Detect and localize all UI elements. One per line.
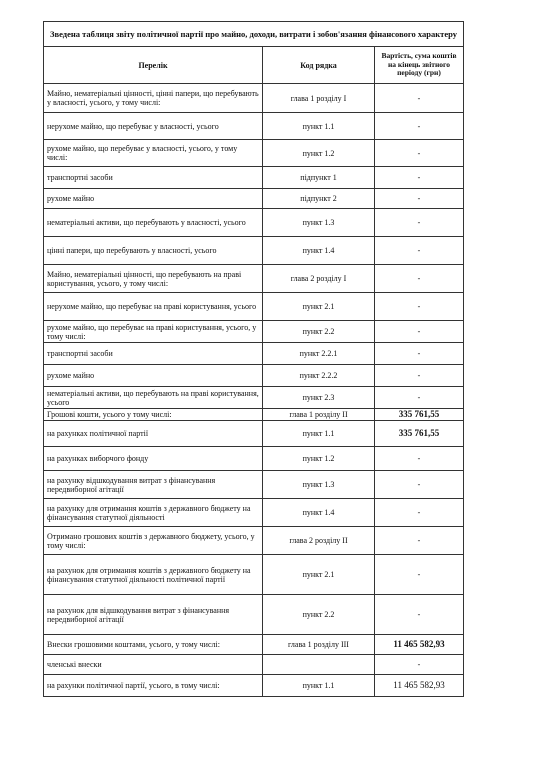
row-code: пункт 1.4 xyxy=(263,499,375,527)
table-row xyxy=(44,189,464,209)
row-code: пункт 2.2 xyxy=(263,595,375,635)
row-value: - xyxy=(375,365,464,387)
table-row xyxy=(44,635,464,655)
row-value: - xyxy=(375,265,464,293)
row-label: Грошові кошти, усього у тому числі: xyxy=(44,409,263,421)
row-code: пункт 2.3 xyxy=(263,387,375,409)
table-row xyxy=(44,409,464,421)
row-value: - xyxy=(375,471,464,499)
table-row xyxy=(44,167,464,189)
table-row xyxy=(44,343,464,365)
header-row xyxy=(44,47,464,84)
row-value: - xyxy=(375,189,464,209)
row-value: - xyxy=(375,555,464,595)
row-code: глава 1 розділу II xyxy=(263,409,375,421)
table-row xyxy=(44,293,464,321)
row-label: транспортні засоби xyxy=(44,167,263,189)
table-row xyxy=(44,84,464,113)
row-code: підпункт 1 xyxy=(263,167,375,189)
table-row xyxy=(44,365,464,387)
row-code: пункт 2.2.2 xyxy=(263,365,375,387)
row-label: на рахунках політичної партії xyxy=(44,421,263,447)
row-label: рухоме майно xyxy=(44,365,263,387)
row-value: 335 761,55 xyxy=(375,421,464,447)
row-value: 335 761,55 xyxy=(375,409,464,421)
row-label: на рахунки політичної партії, усього, в тому числі: xyxy=(44,675,263,697)
table-row xyxy=(44,237,464,265)
table-row xyxy=(44,113,464,140)
row-value: - xyxy=(375,209,464,237)
row-value: - xyxy=(375,499,464,527)
table-row xyxy=(44,140,464,167)
row-code: пункт 1.1 xyxy=(263,675,375,697)
table-row xyxy=(44,321,464,343)
table-row xyxy=(44,555,464,595)
table-row xyxy=(44,447,464,471)
row-value: - xyxy=(375,113,464,140)
row-code: пункт 1.3 xyxy=(263,209,375,237)
row-code: пункт 1.4 xyxy=(263,237,375,265)
row-code: пункт 2.2 xyxy=(263,321,375,343)
row-code: пункт 1.3 xyxy=(263,471,375,499)
row-code: глава 2 розділу II xyxy=(263,527,375,555)
title-row xyxy=(44,22,464,47)
row-value: - xyxy=(375,595,464,635)
row-value: - xyxy=(375,237,464,265)
row-label: Майно, нематеріальні цінності, що перебувають на праві користування, усього, у тому числі: xyxy=(44,265,263,293)
row-value: - xyxy=(375,321,464,343)
row-code: пункт 1.1 xyxy=(263,113,375,140)
row-label: рухоме майно, що перебуває у власності, усього, у тому числі: xyxy=(44,140,263,167)
table-row xyxy=(44,499,464,527)
row-label: нематеріальні активи, що перебувають на праві користування, усього xyxy=(44,387,263,409)
row-code: пункт 2.1 xyxy=(263,555,375,595)
row-label: рухоме майно, що перебуває на праві користування, усього, у тому числі: xyxy=(44,321,263,343)
row-value: 11 465 582,93 xyxy=(375,635,464,655)
row-label: на рахунок для відшкодування витрат з фінансування передвиборної агітації xyxy=(44,595,263,635)
row-code xyxy=(263,655,375,675)
row-code: пункт 1.1 xyxy=(263,421,375,447)
row-code: пункт 1.2 xyxy=(263,140,375,167)
row-label: членські внески xyxy=(44,655,263,675)
row-label: Отримано грошових коштів з державного бюджету, усього, у тому числі: xyxy=(44,527,263,555)
row-code: пункт 2.2.1 xyxy=(263,343,375,365)
row-label: нерухоме майно, що перебуває на праві користування, усього xyxy=(44,293,263,321)
row-label: Внески грошовими коштами, усього, у тому числі: xyxy=(44,635,263,655)
row-value: - xyxy=(375,655,464,675)
table-row xyxy=(44,209,464,237)
table-row xyxy=(44,655,464,675)
row-value: - xyxy=(375,167,464,189)
row-label: рухоме майно xyxy=(44,189,263,209)
table-row xyxy=(44,471,464,499)
row-label: цінні папери, що перебувають у власності, усього xyxy=(44,237,263,265)
row-value: - xyxy=(375,447,464,471)
row-value: - xyxy=(375,140,464,167)
row-label: Майно, нематеріальні цінності, цінні папери, що перебувають у власності, усього, у тому числі: xyxy=(44,84,263,113)
row-value: - xyxy=(375,527,464,555)
row-code: глава 1 розділу I xyxy=(263,84,375,113)
column-header-value: Вартість, сума коштів на кінець звітного періоду (грн) xyxy=(375,47,464,84)
row-code: глава 2 розділу I xyxy=(263,265,375,293)
row-value: - xyxy=(375,343,464,365)
row-code: пункт 1.2 xyxy=(263,447,375,471)
table-row xyxy=(44,595,464,635)
row-label: на рахунок для отримання коштів з державного бюджету на фінансування статутної діяльності політичної партії xyxy=(44,555,263,595)
table-title: Зведена таблиця звіту політичної партії про майно, доходи, витрати і зобов'язання фінансового характеру xyxy=(44,22,464,47)
row-value: 11 465 582,93 xyxy=(375,675,464,697)
row-label: нерухоме майно, що перебуває у власності, усього xyxy=(44,113,263,140)
column-header-code: Код рядка xyxy=(263,47,375,84)
row-value: - xyxy=(375,84,464,113)
table-row xyxy=(44,387,464,409)
row-label: транспортні засоби xyxy=(44,343,263,365)
row-value: - xyxy=(375,293,464,321)
row-label: на рахунку для отримання коштів з державного бюджету на фінансування статутної діяльності xyxy=(44,499,263,527)
row-label: на рахунку відшкодування витрат з фінансування передвиборної агітації xyxy=(44,471,263,499)
row-value: - xyxy=(375,387,464,409)
row-code: пункт 2.1 xyxy=(263,293,375,321)
row-code: підпункт 2 xyxy=(263,189,375,209)
report-table xyxy=(43,21,464,697)
row-label: на рахунках виборчого фонду xyxy=(44,447,263,471)
table-row xyxy=(44,675,464,697)
row-code: глава 1 розділу III xyxy=(263,635,375,655)
column-header-list: Перелік xyxy=(44,47,263,84)
table-row xyxy=(44,527,464,555)
table-row xyxy=(44,421,464,447)
table-row xyxy=(44,265,464,293)
row-label: нематеріальні активи, що перебувають у власності, усього xyxy=(44,209,263,237)
